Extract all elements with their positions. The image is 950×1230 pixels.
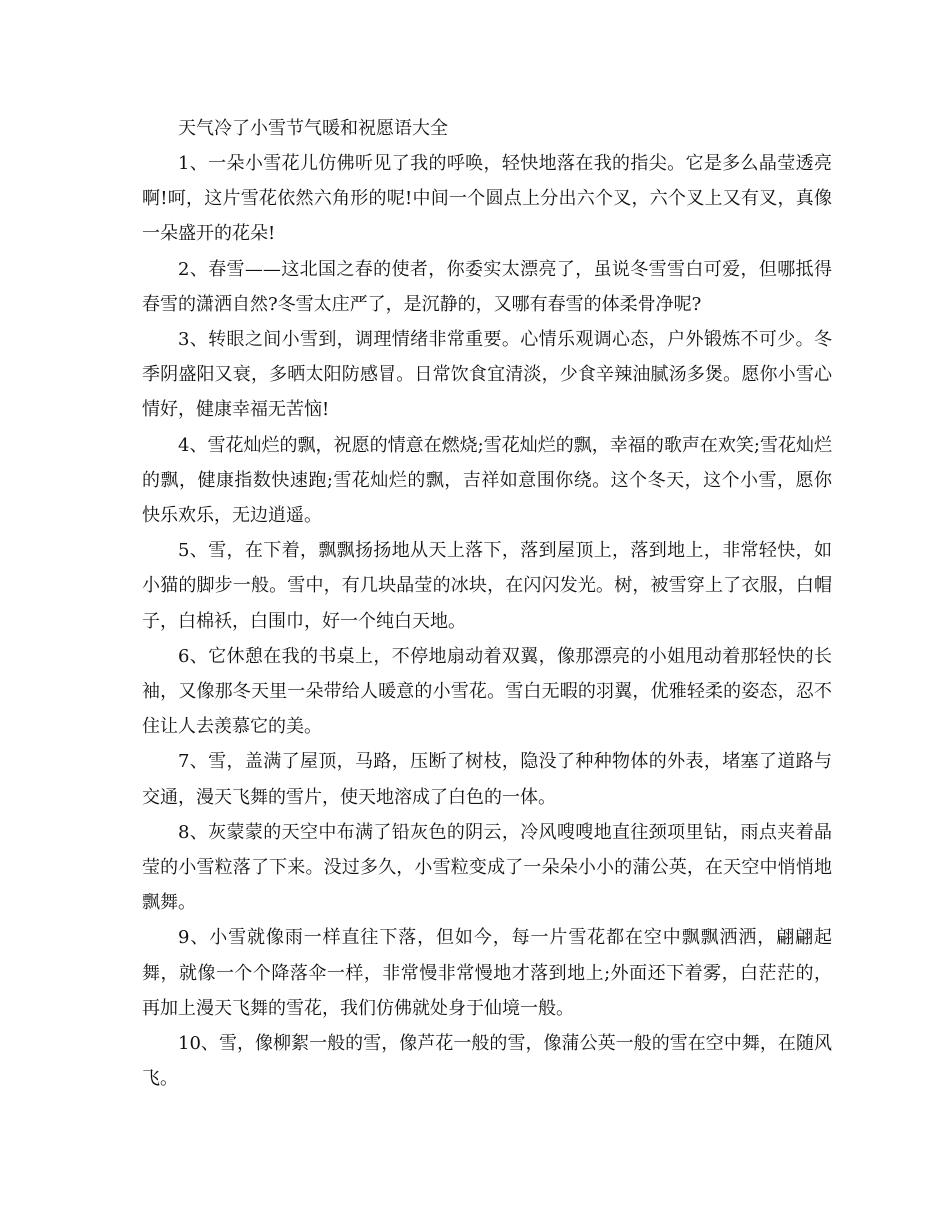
paragraph-6: 6、它休憩在我的书桌上，不停地扇动着双翼，像那漂亮的小姐甩动着那轻快的长袖，又像那冬天里一朵带给人暖意的小雪花。雪白无暇的羽翼，优雅轻柔的姿态，忍不住让人去羡慕它的美。 [142,645,832,738]
paragraph-8: 8、灰蒙蒙的天空中布满了铅灰色的阴云，冷风嗖嗖地直往颈项里钻，雨点夹着晶莹的小雪粒落了下来。没过多久，小雪粒变成了一朵朵小小的蒲公英，在天空中悄悄地飘舞。 [142,821,832,914]
paragraph-2: 2、春雪——这北国之春的使者，你委实太漂亮了，虽说冬雪雪白可爱，但哪抵得春雪的潇洒自然?冬雪太庄严了，是沉静的，又哪有春雪的体柔骨净呢? [142,258,832,315]
paragraph-7: 7、雪，盖满了屋顶，马路，压断了树枝，隐没了种种物体的外表，堵塞了道路与交通，漫天飞舞的雪片，使天地溶成了白色的一体。 [142,751,832,808]
document-title: 天气冷了小雪节气暖和祝愿语大全 [178,118,448,139]
document-page [142,112,832,1096]
paragraph-4: 4、雪花灿烂的飘，祝愿的情意在燃烧;雪花灿烂的飘，幸福的歌声在欢笑;雪花灿烂的飘，健康指数快速跑;雪花灿烂的飘，吉祥如意围你绕。这个冬天，这个小雪，愿你快乐欢乐，无边逍遥。 [142,434,832,527]
paragraph-5: 5、雪，在下着，飘飘扬扬地从天上落下，落到屋顶上，落到地上，非常轻快，如小猫的脚步一般。雪中，有几块晶莹的冰块，在闪闪发光。树，被雪穿上了衣服，白帽子，白棉袄，白围巾，好一个纯白天地。 [142,540,832,632]
paragraph-9: 9、小雪就像雨一样直往下落，但如今，每一片雪花都在空中飘飘洒洒，翩翩起舞，就像一个个降落伞一样，非常慢非常慢地才落到地上;外面还下着雾，白茫茫的，再加上漫天飞舞的雪花，我们仿佛就处身于仙境一般。 [142,927,832,1019]
paragraph-10: 10、雪，像柳絮一般的雪，像芦花一般的雪，像蒲公英一般的雪在空中舞，在随风飞。 [142,1033,832,1090]
paragraph-3: 3、转眼之间小雪到，调理情绪非常重要。心情乐观调心态，户外锻炼不可少。冬季阴盛阳又衰，多晒太阳防感冒。日常饮食宜清淡，少食辛辣油腻汤多煲。愿你小雪心情好，健康幸福无苦恼! [142,329,832,421]
paragraph-1: 1、一朵小雪花儿仿佛听见了我的呼唤，轻快地落在我的指尖。它是多么晶莹透亮啊!呵，这片雪花依然六角形的呢!中间一个圆点上分出六个叉，六个叉上又有叉，真像一朵盛开的花朵! [142,153,832,245]
